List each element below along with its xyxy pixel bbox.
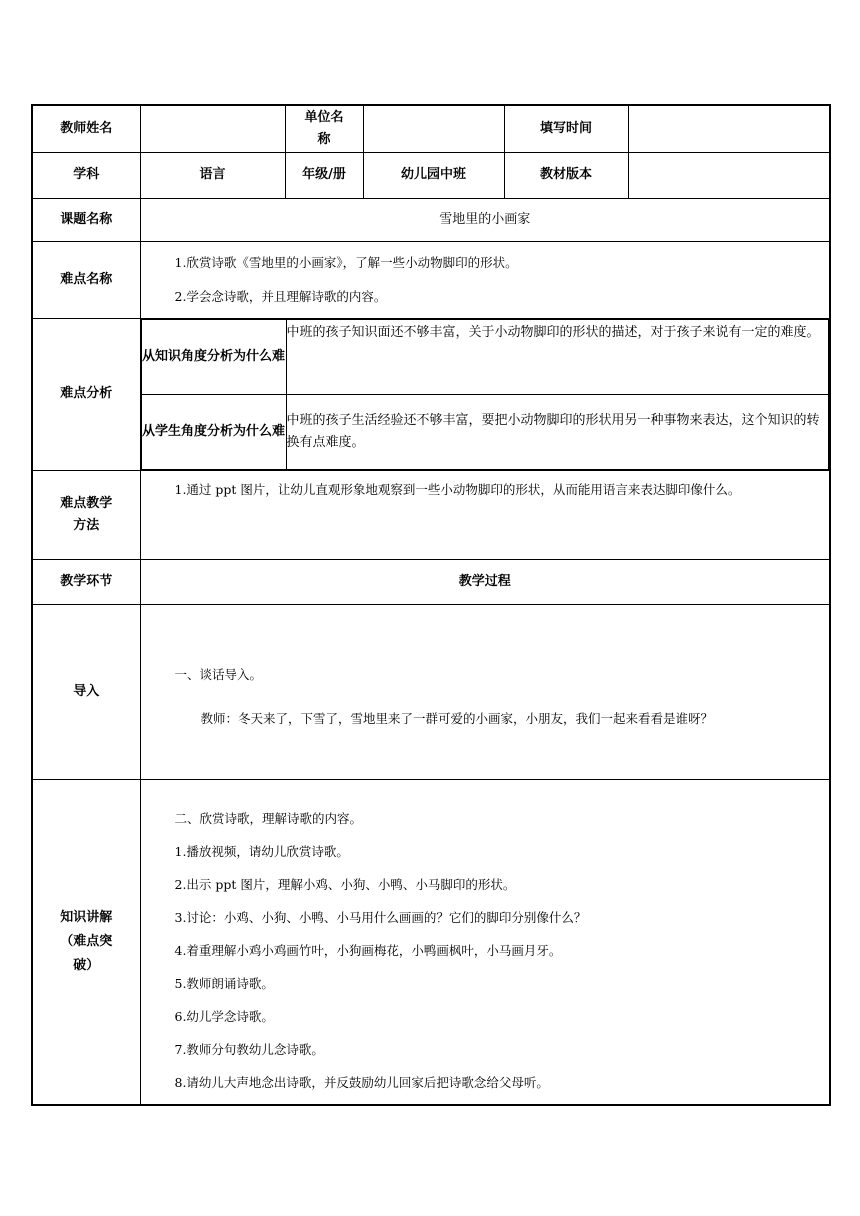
student-angle-text: 中班的孩子生活经验还不够丰富，要把小动物脚印的形状用另一种事物来表达，这个知识的转换有点难度。 [286,394,829,469]
intro-heading: 一、谈话导入。 [174,666,263,682]
edition-value [628,152,830,198]
analysis-row [32,318,830,470]
method-row [32,470,830,559]
intro-content [140,604,830,779]
difficulty-content [140,241,830,318]
lecture-content [140,779,830,1105]
lecture-item-3: 3.讨论：小鸡、小狗、小鸭、小马用什么画画的？它们的脚印分别像什么？ [174,909,587,925]
subject-label: 学科 [32,152,140,198]
unit-name-label: 单位名称 [285,105,363,152]
subject-value: 语言 [140,152,285,198]
method-content [140,470,830,559]
intro-row [32,604,830,779]
topic-label: 课题名称 [32,198,140,241]
student-angle-label: 从学生角度分析为什么难 [141,394,286,469]
method-label: 难点教学方法 [32,470,140,559]
difficulty-item-1: 1.欣赏诗歌《雪地里的小画家》，了解一些小动物脚印的形状。 [174,254,518,270]
process-header-row [32,559,830,604]
difficulty-item-2: 2.学会念诗歌，并且理解诗歌的内容。 [174,288,387,304]
header-row-1 [32,105,830,152]
intro-label: 导入 [32,604,140,779]
difficulty-row [32,241,830,318]
grade-label: 年级/册 [285,152,363,198]
difficulty-label: 难点名称 [32,241,140,318]
analysis-label: 难点分析 [32,318,140,470]
lecture-heading: 二、欣赏诗歌，理解诗歌的内容。 [174,810,363,826]
topic-row [32,198,830,241]
intro-text: 教师：冬天来了，下雪了，雪地里来了一群可爱的小画家，小朋友，我们一起来看看是谁呀？ [200,710,714,726]
grade-value: 幼儿园中班 [363,152,504,198]
analysis-subtable [141,319,830,470]
teaching-process-label: 教学过程 [140,559,830,604]
lecture-item-4: 4.着重理解小鸡小鸡画竹叶，小狗画梅花，小鸭画枫叶，小马画月牙。 [174,942,562,958]
method-text: 1.通过 ppt 图片，让幼儿直观形象地观察到一些小动物脚印的形状，从而能用语言来表达脚印像什么。 [174,481,741,497]
teaching-stage-label: 教学环节 [32,559,140,604]
analysis-content [140,318,830,470]
header-row-2 [32,152,830,198]
lecture-item-8: 8.请幼儿大声地念出诗歌，并反鼓励幼儿回家后把诗歌念给父母听。 [174,1074,549,1090]
teacher-name-label: 教师姓名 [32,105,140,152]
topic-value: 雪地里的小画家 [140,198,830,241]
teacher-name-value [140,105,285,152]
lesson-plan-table [31,104,831,1106]
fill-time-value [628,105,830,152]
knowledge-angle-text: 中班的孩子知识面还不够丰富，关于小动物脚印的形状的描述，对于孩子来说有一定的难度。 [286,319,829,394]
lecture-label: 知识讲解（难点突破） [32,779,140,1105]
lecture-item-6: 6.幼儿学念诗歌。 [174,1008,274,1024]
unit-name-value [363,105,504,152]
lecture-row [32,779,830,1105]
lecture-item-7: 7.教师分句教幼儿念诗歌。 [174,1041,324,1057]
lecture-item-5: 5.教师朗诵诗歌。 [174,975,274,991]
lecture-item-2: 2.出示 ppt 图片，理解小鸡、小狗、小鸭、小马脚印的形状。 [174,876,516,892]
lecture-item-1: 1.播放视频，请幼儿欣赏诗歌。 [174,843,349,859]
fill-time-label: 填写时间 [504,105,628,152]
knowledge-angle-label: 从知识角度分析为什么难 [141,319,286,394]
edition-label: 教材版本 [504,152,628,198]
